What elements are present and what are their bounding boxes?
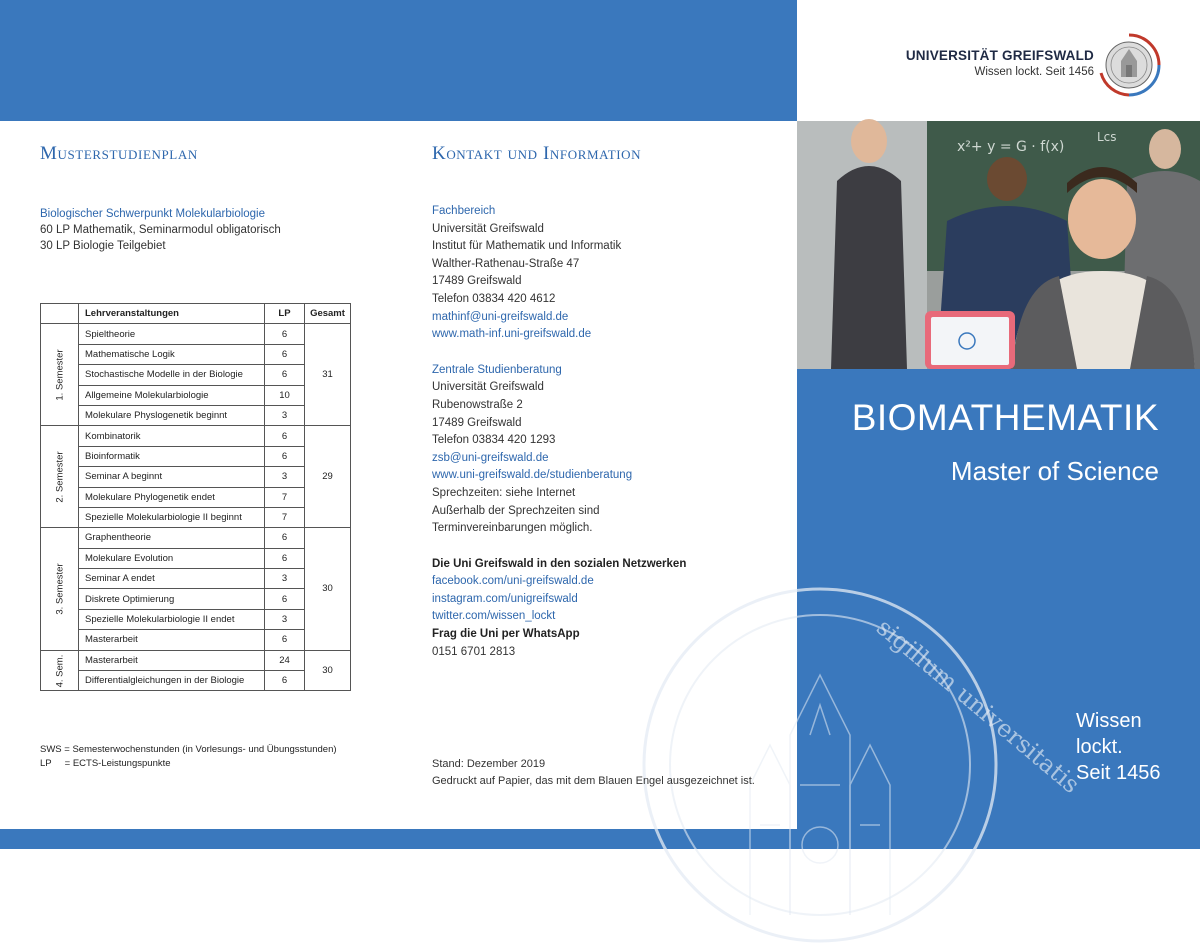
lp-cell: 7: [265, 487, 305, 507]
course-cell: Seminar A endet: [79, 569, 265, 589]
table-row: [41, 548, 351, 568]
whatsapp-heading: Frag die Uni per WhatsApp: [432, 628, 580, 641]
fachbereich-line: Universität Greifswald: [432, 222, 544, 235]
fachbereich-email-link[interactable]: mathinf@uni-greifswald.de: [432, 310, 569, 323]
semester-header: [41, 304, 79, 324]
university-seal-logo-icon: [1097, 33, 1161, 97]
lp-cell: 24: [265, 650, 305, 670]
course-cell: Graphentheorie: [79, 528, 265, 548]
zsb-heading: Zentrale Studienberatung: [432, 363, 562, 376]
study-focus-intro: [40, 206, 281, 254]
fachbereich-line: Telefon 03834 420 4612: [432, 292, 556, 305]
lp-header: LP: [265, 304, 305, 324]
lp-cell: 6: [265, 426, 305, 446]
lp-cell: 3: [265, 569, 305, 589]
semester-label-cell: [41, 650, 79, 691]
table-header-row: [41, 304, 351, 324]
instagram-link[interactable]: instagram.com/unigreifswald: [432, 592, 578, 605]
course-cell: Allgemeine Molekularbiologie: [79, 385, 265, 405]
course-cell: Masterarbeit: [79, 650, 265, 670]
footnote-sws: SWS = Semesterwochenstunden (in Vorlesungs- und Übungsstunden): [40, 744, 337, 755]
course-cell: Kombinatorik: [79, 426, 265, 446]
table-row: [41, 487, 351, 507]
stand-date: Stand: Dezember 2019: [432, 758, 546, 770]
top-blue-band: [0, 0, 797, 121]
table-row: [41, 589, 351, 609]
zsb-hours-line: Außerhalb der Sprechzeiten sind: [432, 504, 600, 517]
semester-label-cell: [41, 528, 79, 650]
table-row: [41, 528, 351, 548]
motto: [1076, 708, 1161, 786]
table-row: [41, 671, 351, 691]
table-row: [41, 507, 351, 527]
fachbereich-line: Institut für Mathematik und Informatik: [432, 240, 622, 253]
fachbereich-web-link[interactable]: www.math-inf.uni-greifswald.de: [432, 328, 592, 341]
focus-heading: Biologischer Schwerpunkt Molekularbiologie: [40, 208, 266, 220]
svg-text:Lcs: Lcs: [1097, 130, 1117, 144]
motto-line-1: Wissen: [1076, 710, 1142, 732]
table-row: [41, 344, 351, 364]
lp-cell: 6: [265, 671, 305, 691]
course-cell: Molekulare Physlogenetik beginnt: [79, 405, 265, 425]
lp-cell: 3: [265, 405, 305, 425]
course-cell: Bioinformatik: [79, 446, 265, 466]
zsb-hours-line: Terminvereinbarungen möglich.: [432, 522, 593, 535]
zsb-line: Telefon 03834 420 1293: [432, 434, 556, 447]
course-cell: Masterarbeit: [79, 630, 265, 650]
table-row: [41, 467, 351, 487]
degree-subtitle: Master of Science: [950, 456, 1159, 486]
table-row: [41, 385, 351, 405]
semester-label: 4. Sem.: [54, 654, 65, 687]
fachbereich-line: 17489 Greifswald: [432, 275, 522, 288]
lp-cell: 6: [265, 446, 305, 466]
table-row: [41, 365, 351, 385]
semester-total-cell: 30: [305, 528, 351, 650]
lp-cell: 6: [265, 365, 305, 385]
study-plan-table: [40, 303, 351, 691]
contact-block: [432, 203, 686, 661]
course-cell: Differentialgleichungen in der Biologie: [79, 671, 265, 691]
seal-text: sigillum universitatis: [871, 613, 1085, 799]
fachbereich-heading: Fachbereich: [432, 205, 496, 217]
total-header: Gesamt: [305, 304, 351, 324]
table-row: [41, 324, 351, 344]
footnote-lp: LP = ECTS-Leistungspunkte: [40, 758, 171, 769]
motto-line-3: Seit 1456: [1076, 762, 1161, 784]
course-cell: Spezielle Molekularbiologie II beginnt: [79, 507, 265, 527]
lp-cell: 6: [265, 324, 305, 344]
course-cell: Spezielle Molekularbiologie II endet: [79, 609, 265, 629]
course-cell: Seminar A beginnt: [79, 467, 265, 487]
university-tagline: Wissen lockt. Seit 1456: [974, 66, 1094, 78]
course-header: Lehrveranstaltungen: [79, 304, 265, 324]
course-cell: Spieltheorie: [79, 324, 265, 344]
zsb-email-link[interactable]: zsb@uni-greifswald.de: [432, 451, 549, 464]
semester-label-cell: [41, 324, 79, 426]
zsb-hours-line: Sprechzeiten: siehe Internet: [432, 486, 576, 499]
focus-line-1: 60 LP Mathematik, Seminarmodul obligatorisch: [40, 224, 281, 236]
footnotes: [40, 743, 337, 771]
svg-text:x²+ y = G · f(x): x²+ y = G · f(x): [957, 139, 1065, 155]
students-photo: [797, 121, 1200, 369]
whatsapp-number: 0151 6701 2813: [432, 645, 516, 658]
twitter-link[interactable]: twitter.com/wissen_lockt: [432, 610, 556, 623]
course-cell: Mathematische Logik: [79, 344, 265, 364]
table-row: [41, 650, 351, 670]
zsb-web-link[interactable]: www.uni-greifswald.de/studienberatung: [432, 469, 633, 482]
semester-total-cell: 29: [305, 426, 351, 528]
course-cell: Molekulare Phylogenetik endet: [79, 487, 265, 507]
table-row: [41, 426, 351, 446]
zsb-line: 17489 Greifswald: [432, 416, 522, 429]
semester-label: 2. Semester: [54, 451, 65, 503]
lp-cell: 6: [265, 344, 305, 364]
zsb-line: Universität Greifswald: [432, 381, 544, 394]
table-row: [41, 405, 351, 425]
fachbereich-line: Walther-Rathenau-Straße 47: [432, 257, 580, 270]
print-note: Gedruckt auf Papier, das mit dem Blauen Engel ausgezeichnet ist.: [432, 775, 755, 787]
study-plan-title: Musterstudienplan: [40, 143, 198, 164]
zsb-line: Rubenowstraße 2: [432, 398, 523, 411]
semester-total-cell: 31: [305, 324, 351, 426]
course-cell: Molekulare Evolution: [79, 548, 265, 568]
lp-cell: 10: [265, 385, 305, 405]
program-title: BIOMATHEMATIK: [851, 397, 1159, 438]
table-row: [41, 569, 351, 589]
social-heading: Die Uni Greifswald in den sozialen Netzwerken: [432, 557, 687, 570]
focus-line-2: 30 LP Biologie Teilgebiet: [40, 240, 166, 252]
course-cell: Diskrete Optimierung: [79, 589, 265, 609]
lp-cell: 6: [265, 589, 305, 609]
lp-cell: 3: [265, 609, 305, 629]
semester-label: 3. Semester: [54, 563, 65, 615]
semester-total-cell: 30: [305, 650, 351, 691]
lp-cell: 3: [265, 467, 305, 487]
table-row: [41, 446, 351, 466]
lp-cell: 6: [265, 630, 305, 650]
table-row: [41, 609, 351, 629]
university-name: UNIVERSITÄT GREIFSWALD: [905, 48, 1094, 63]
print-info: [432, 756, 755, 790]
semester-label-cell: [41, 426, 79, 528]
course-cell: Stochastische Modelle in der Biologie: [79, 365, 265, 385]
facebook-link[interactable]: facebook.com/uni-greifswald.de: [432, 575, 594, 588]
motto-line-2: lockt.: [1076, 736, 1123, 758]
semester-label: 1. Semester: [54, 349, 65, 401]
table-row: [41, 630, 351, 650]
contact-title: Kontakt und Information: [432, 143, 642, 164]
lp-cell: 7: [265, 507, 305, 527]
lp-cell: 6: [265, 548, 305, 568]
lp-cell: 6: [265, 528, 305, 548]
